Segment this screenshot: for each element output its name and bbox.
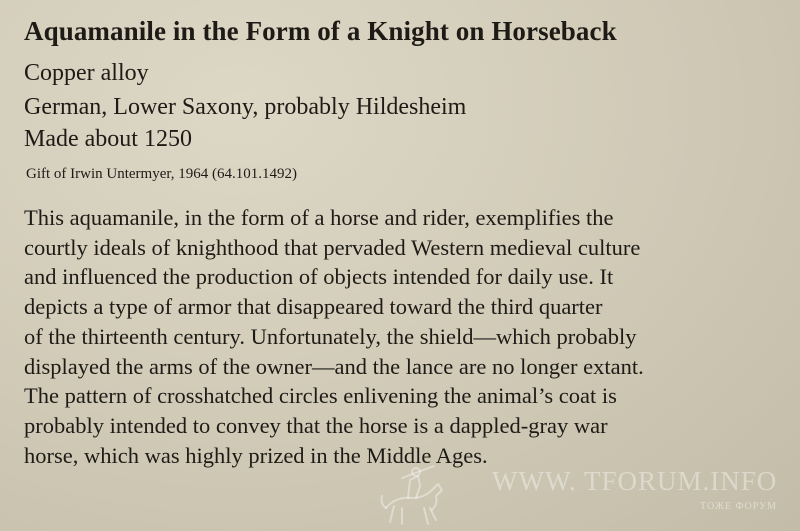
description-line: courtly ideals of knighthood that pervaded Western medieval culture bbox=[24, 234, 641, 260]
label-date: Made about 1250 bbox=[24, 126, 192, 152]
label-material: Copper alloy bbox=[24, 60, 149, 86]
label-description bbox=[24, 203, 800, 470]
description-line: horse, which was highly prized in the Middle Ages. bbox=[24, 442, 488, 468]
label-credit-line: Gift of Irwin Untermyer, 1964 (64.101.1492) bbox=[26, 166, 298, 182]
description-line: This aquamanile, in the form of a horse and rider, exemplifies the bbox=[24, 205, 614, 230]
watermark-subtext: ТОЖЕ ФОРУМ bbox=[700, 501, 778, 512]
description-line: displayed the arms of the owner—and the lance are no longer extant. bbox=[24, 353, 644, 379]
label-origin: German, Lower Saxony, probably Hildesheim bbox=[24, 94, 467, 120]
description-line: of the thirteenth century. Unfortunately, the shield—which probably bbox=[24, 323, 637, 349]
description-line: and influenced the production of objects intended for daily use. It bbox=[24, 264, 614, 290]
description-line: The pattern of crosshatched circles enlivening the animal’s coat is bbox=[24, 383, 617, 409]
description-line: depicts a type of armor that disappeared toward the third quarter bbox=[24, 294, 603, 320]
label-title: Aquamanile in the Form of a Knight on Horseback bbox=[24, 16, 617, 46]
description-line: probably intended to convey that the horse is a dappled-gray war bbox=[24, 412, 608, 438]
watermark-text: WWW. TFORUM.INFO bbox=[492, 466, 778, 496]
